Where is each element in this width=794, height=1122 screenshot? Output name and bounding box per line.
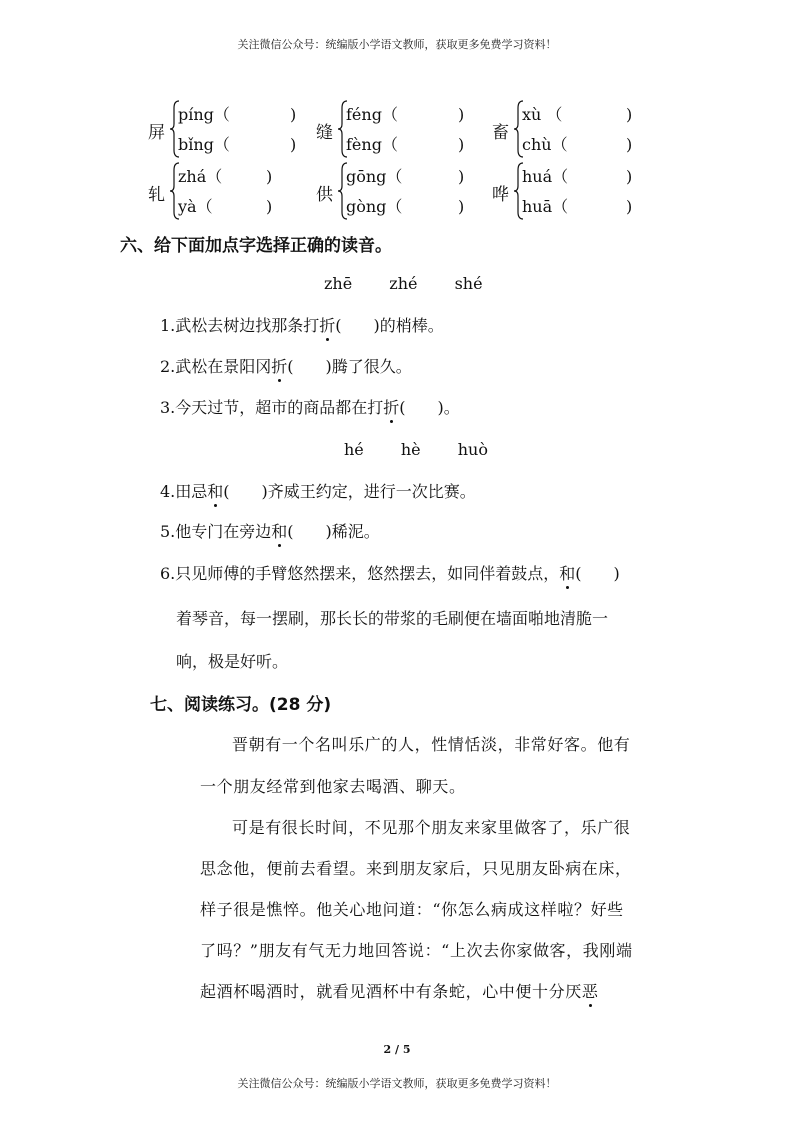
- passage-line: 一个朋友经常到他家去喝酒、聊天。: [200, 777, 466, 796]
- question-1: 1.武松去树边找那条打折( )的梢棒。: [160, 316, 444, 335]
- passage-line: 可是有很长时间，不见那个朋友来家里做客了，乐广很: [232, 818, 631, 837]
- polyphone-char: 供: [316, 185, 333, 205]
- pinyin-options: hé hè huò: [344, 440, 488, 459]
- reading: chù（: [522, 135, 568, 154]
- reading: gòng（: [346, 197, 403, 216]
- passage-line: 思念他，便前去看望。来到朋友家后，只见朋友卧病在床，: [200, 859, 632, 878]
- question-4: 4.田忌和( )齐威王约定，进行一次比赛。: [160, 482, 476, 501]
- section-title: 七、阅读练习。(28 分): [150, 695, 332, 715]
- polyphone-char: 畜: [492, 123, 509, 143]
- question-6: 6.只见师傅的手臂悠然摆来，悠然摆去，如同伴着鼓点，和( ): [160, 564, 620, 583]
- passage-line: 了吗？”朋友有气无力地回答说：“上次去你家做客，我刚端: [200, 941, 633, 960]
- polyphone-char: 轧: [148, 185, 165, 205]
- page-number: 2 / 5: [383, 1043, 411, 1056]
- reading: yà（: [178, 197, 213, 216]
- page-footer: 关注微信公众号：统编版小学语文教师，获取更多免费学习资料！: [237, 1077, 557, 1090]
- page-header: 关注微信公众号：统编版小学语文教师，获取更多免费学习资料！: [237, 38, 557, 51]
- passage-line: 晋朝有一个名叫乐广的人，性情恬淡，非常好客。他有: [232, 735, 631, 754]
- reading: zhá（: [178, 167, 223, 186]
- question-6-line: 着琴音，每一摆刷，那长长的带浆的毛刷便在墙面啪地清脆一: [176, 609, 609, 628]
- question-6-line: 响，极是好听。: [176, 652, 289, 671]
- reading: xù （: [522, 105, 563, 124]
- passage-line: 起酒杯喝酒时，就看见酒杯中有条蛇，心中便十分厌恶: [200, 982, 599, 1001]
- passage-line: 样子很是憔悴。他关心地问道：“你怎么病成这样啦？好些: [200, 900, 624, 919]
- polyphone-char: 屏: [148, 123, 165, 143]
- reading: huā（: [522, 197, 569, 216]
- section-title: 六、给下面加点字选择正确的读音。: [120, 236, 392, 256]
- question-3: 3.今天过节，超市的商品都在打折( )。: [160, 398, 460, 417]
- reading: gōng（: [346, 167, 403, 186]
- reading: féng（: [346, 105, 398, 124]
- question-5: 5.他专门在旁边和( )稀泥。: [160, 522, 380, 541]
- polyphone-char: 缝: [316, 123, 333, 143]
- polyphone-char: 哗: [492, 185, 509, 205]
- reading: píng（: [178, 105, 230, 124]
- reading: bǐng（: [178, 135, 230, 154]
- question-2: 2.武松在景阳冈折( )腾了很久。: [160, 357, 412, 376]
- reading: huá（: [522, 167, 569, 186]
- pinyin-options: zhē zhé shé: [324, 274, 483, 293]
- reading: fèng（: [346, 135, 398, 154]
